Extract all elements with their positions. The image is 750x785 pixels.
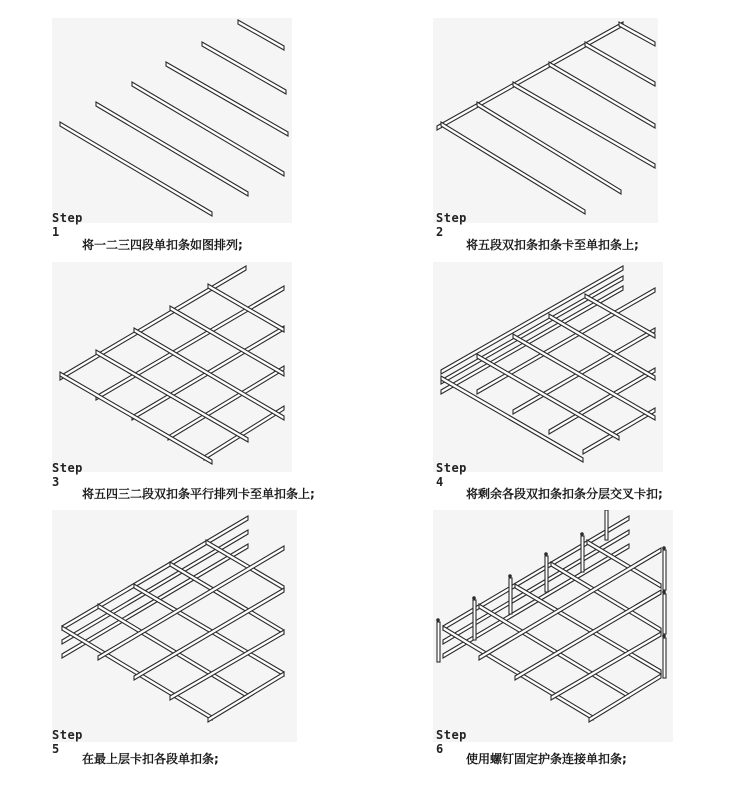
final-6: [515, 584, 661, 674]
guard-strip-4: [545, 556, 548, 592]
screw-6: [662, 546, 666, 550]
step-2-caption: 将五段双扣条扣条卡至单扣条上;: [466, 238, 639, 252]
step-3-caption: 将五四三二段双扣条平行排列卡至单扣条上;: [82, 487, 315, 501]
step-4-illustration: [433, 262, 663, 472]
layer-b-4: [583, 408, 655, 454]
stack-1: [62, 516, 248, 630]
single-bar-4: [166, 62, 288, 136]
step-1-label: Step 1: [52, 211, 83, 239]
final-5: [479, 604, 629, 698]
screws: [436, 532, 666, 638]
step-4-svg: [433, 262, 663, 472]
guard-strip-8: [663, 638, 666, 678]
grid-double-4: [170, 306, 284, 376]
double-bar-1: [441, 122, 585, 214]
guard-strip-1: [437, 622, 440, 662]
double-bar-3: [513, 82, 655, 168]
double-bar-2: [477, 102, 621, 194]
layer-c-4: [549, 314, 655, 380]
guard-strip-9: [605, 510, 608, 540]
step-5-label: Step 5: [52, 728, 83, 756]
final-1: [443, 516, 629, 630]
final-12: [589, 674, 661, 722]
step-3-svg: [52, 262, 292, 472]
layer-c-5: [585, 294, 655, 338]
guard-strip-5: [581, 536, 584, 572]
screw-5: [580, 532, 584, 536]
screw-1: [436, 618, 440, 622]
final-10: [515, 590, 661, 680]
step-1-illustration: [52, 18, 292, 223]
step-5-illustration: [52, 510, 297, 742]
double-bar-4: [549, 62, 655, 128]
single-bars: [60, 20, 288, 216]
screw-2: [472, 596, 476, 600]
guard-strip-3: [509, 578, 512, 614]
final-7: [551, 562, 661, 632]
grid-single-5: [204, 406, 284, 460]
screw-8: [662, 634, 666, 638]
single-bar-2: [96, 102, 248, 196]
double-bar-5: [585, 42, 655, 86]
step-1-svg: [52, 18, 292, 223]
guard-strip-6: [663, 550, 666, 590]
step-1-caption: 将一二三四段单扣条如图排列;: [82, 238, 243, 252]
single-bar-3: [132, 82, 284, 176]
step-4-caption: 将剩余各段双扣条扣条分层交叉卡扣;: [466, 487, 663, 501]
step-6-svg: [433, 510, 673, 742]
layer-c-1: [441, 376, 583, 462]
double-bar-6: [619, 22, 655, 46]
stacked-grid: [62, 516, 284, 722]
stack-5: [98, 604, 248, 698]
single-bar-base: [437, 22, 623, 130]
step-3-illustration: [52, 262, 292, 472]
guard-strip-7: [663, 594, 666, 634]
step-4-label: Step 4: [436, 461, 467, 489]
layer-c-2: [477, 354, 619, 440]
step-3-label: Step 3: [52, 461, 83, 489]
step-5-svg: [52, 510, 297, 742]
guard-strip-2: [473, 600, 476, 640]
step-2-svg: [433, 18, 658, 223]
step-5-caption: 在最上层卡扣各段单扣条;: [82, 752, 219, 766]
single-bar-6: [238, 20, 284, 50]
screw-7: [662, 590, 666, 594]
stack-4: [62, 626, 212, 720]
single-bar-5: [202, 42, 286, 94]
screw-3: [508, 574, 512, 578]
step-6-illustration: [433, 510, 673, 742]
single-bar-1: [60, 122, 212, 216]
layered-grid: [441, 266, 655, 462]
layer-b-1: [477, 288, 655, 394]
grid-double-bars: [60, 284, 284, 464]
step-2-label: Step 2: [436, 211, 467, 239]
layer-b-3: [549, 368, 655, 434]
grid-single-bars: [60, 266, 284, 460]
final-4: [443, 626, 593, 720]
screw-4: [544, 552, 548, 556]
step-6-label: Step 6: [436, 728, 467, 756]
layer-c-3: [513, 334, 655, 420]
layer-a-1: [441, 266, 623, 374]
layer-a-2: [441, 276, 623, 384]
step-2-illustration: [433, 18, 658, 223]
step-6-caption: 使用螺钉固定护条连接单扣条;: [466, 752, 627, 766]
